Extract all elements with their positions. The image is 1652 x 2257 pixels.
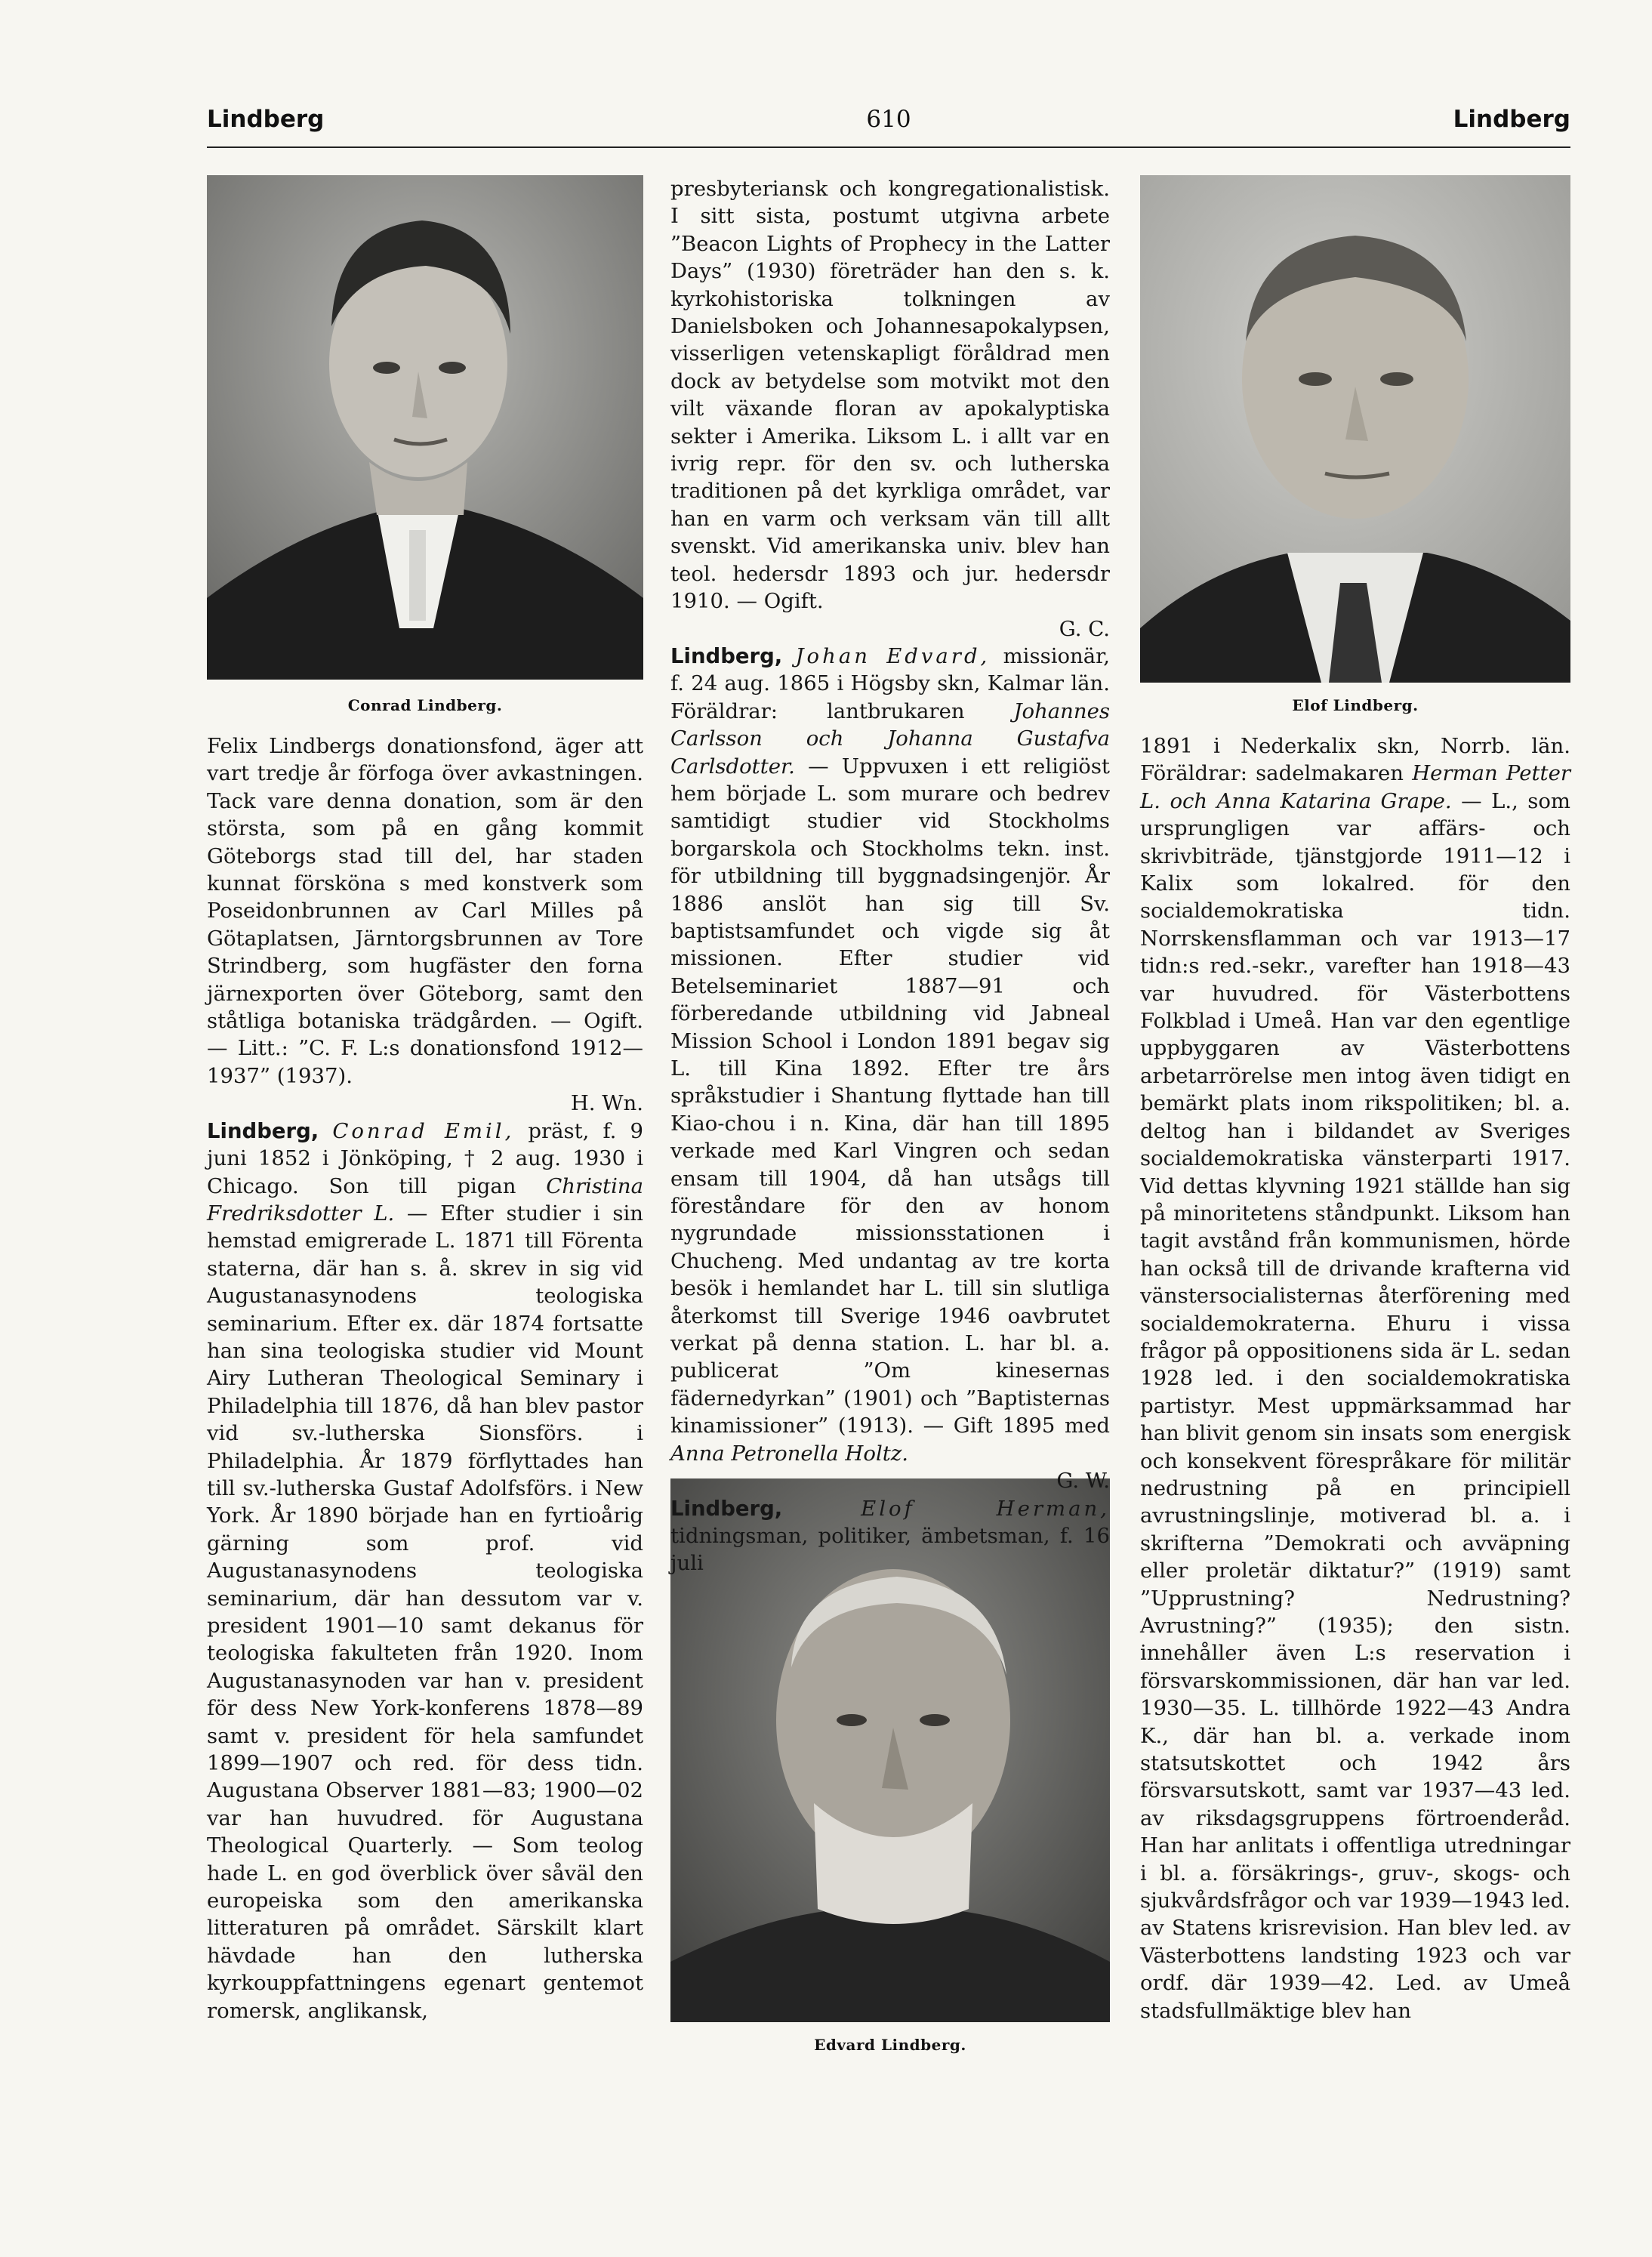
portrait-conrad (207, 175, 643, 680)
entry-parent-name: Christina Fredriksdotter L. (207, 1173, 643, 1226)
header-left-keyword: Lindberg (207, 106, 325, 133)
entry-surname: Lindberg, (670, 643, 783, 668)
elof-continuation-paragraph (1140, 732, 1570, 2024)
entry-text: präst, f. 9 juni 1852 i Jönköping, † 2 aug. 1930 i Chicago. Son till pigan (207, 1118, 643, 1198)
page-header (207, 101, 1570, 148)
photo-conrad-lindberg (207, 175, 643, 680)
entry-parent-names: Herman Petter L. och Anna Katarina Grape. (1140, 761, 1570, 813)
caption-conrad: Conrad Lindberg. (347, 696, 503, 714)
entry-text: missionär, f. 24 aug. 1865 i Högsby skn, Kalmar län. Föräldrar: lantbrukaren (670, 643, 1111, 723)
photo-elof-lindberg (1140, 175, 1570, 683)
entry-given-names: Johan Edvard, (795, 643, 991, 668)
entry-edvard-lindberg (670, 643, 1110, 1467)
entry-spouse-name: Anna Petronella Holtz. (670, 1441, 909, 1466)
header-right-keyword: Lindberg (1453, 106, 1570, 133)
entry-parent-names: Johannes Carlsson och Johanna Gustafva Carlsdotter. (670, 698, 1110, 779)
felix-fund-paragraph: Felix Lindbergs donationsfond, äger att vart tredje år förfoga över avkastningen. Tack vare denna donation, som är den största, som på en gång kommit Göteborgs stad till del, har staden kunnat försköna s med konstverk som Poseidonbrunnen av Carl Milles på Götaplatsen, Järntorgsbrunnen av Tore Strindberg, som hugfäster den forna järnexporten över Göteborg, samt den ståtliga botaniska trädgården. — Ogift. — Litt.: ”C. F. L:s donationsfond 1912—1937” (1937). (207, 734, 643, 1088)
signature-gw: G. W. (1056, 1469, 1110, 1494)
page-number: 610 (866, 106, 911, 133)
entry-surname: Lindberg, (207, 1118, 319, 1143)
column-1 (207, 732, 643, 2024)
entry-given-names: Conrad Emil, (332, 1118, 515, 1143)
caption-elof: Elof Lindberg. (1292, 696, 1419, 714)
caption-edvard: Edvard Lindberg. (814, 2036, 966, 2054)
entry-text: — L., som ursprungligen var affärs- och skrivbiträde, tjänstgjorde 1911—12 i Kalix som lokalred. för den socialdemokratiska tidn. Norrskensflamman och var 1913—17 tidn:s red.-sekr., varefter han 1918—43 var huvudred. för Västerbottens Folkblad i Umeå. Han var den egentlige uppbyggaren av Västerbottens arbetarrörelse men intog även tidigt en bemärkt plats inom rikspolitiken; bl. a. deltog han i bildandet av Sveriges socialdemokratiska vänsterparti 1917. Vid dettas klyvning 1921 ställde han sig på minoritetens ståndpunkt. Liksom han tagit avstånd från kommunismen, hörde han också till de drivande krafterna vid vänstersocialisternas återförening med socialdemokraterna. Ehuru i vissa frågor på oppositionens sida är L. sedan 1928 led. i den socialdemokratiska partistyr. Mest uppmärksammad har han blivit genom sin insats som energisk och konsekvent förespråkare för militär nedrustning på en principiell avrustningslinje, motiverad bl. a. i skrifterna ”Demokrati och avväpning eller proletär diktatur?” (1919) samt ”Upprustning? Nedrustning? Avrustning?” (1935); den sistn. innehåller även L:s reservation i försvarskommissionen, där han var led. 1930—35. L. tillhörde 1922—43 Andra K., där han bl. a. verkade inom statsutskottet och 1942 års försvarsutskott, samt var 1937—43 led. av riksdagsgruppens förtroenderåd. Han har anlitats i offentliga utredningar i bl. a. försäkrings-, gruv-, skogs- och sjukvårdsfrågor och var 1939—1943 led. av Statens krisrevision. Han blev led. av Västerbottens landsting 1923 och var ordf. där 1939—42. Led. av Umeå stadsfullmäktige blev han (1140, 788, 1570, 2023)
signature-gc: G. C. (1059, 616, 1110, 641)
entry-elof-lindberg (670, 1495, 1110, 1577)
entry-text: tidningsman, politiker, ämbetsman, f. 16 juli (670, 1523, 1110, 1576)
entry-conrad-lindberg (207, 1118, 643, 2024)
column-2 (670, 175, 1110, 1577)
signature-hwn: H. Wn. (570, 1091, 643, 1116)
entry-given-names: Elof Herman, (861, 1496, 1110, 1521)
portrait-elof (1140, 175, 1570, 683)
entry-text: — Uppvuxen i ett religiöst hem började L. som murare och bedrev samtidigt studier vid Stockholms borgarskola och Stockholms tekn. inst. för utbildning till byggnadsingenjör. År 1886 anslöt han sig till Sv. baptistsamfundet och vigde sig åt missionen. Efter studier vid Betelseminariet 1887—91 och förberedande utbildning vid Jabneal Mission School i London 1891 begav sig L. till Kina 1892. Efter tre års språkstudier i Shantung flyttade han till Kiao-chou i n. Kina, där han till 1895 verkade med Karl Vingren och sedan ensam till 1904, då han utsågs till föreståndare för den av honom nygrundade missionsstationen i Chucheng. Med undantag av tre korta besök i hemlandet har L. till sin slutliga återkomst till Sverige 1946 oavbrutet verkat på denna station. L. har bl. a. publicerat ”Om kinesernas fädernedyrkan” (1901) och ”Baptisternas kinamissioner” (1913). — Gift 1895 med (670, 754, 1110, 1438)
conrad-continuation-paragraph: presbyteriansk och kongregationalistisk. I sitt sista, postumt utgivna arbete ”Beacon Lights of Prophecy in the Latter Days” (1930) företräder han den s. k. kyrkohistoriska tolkningen av Danielsboken och Johannesapokalypsen, visserligen vetenskapligt föråldrad men dock av betydelse som motvikt mot den vilt växande floran av apokalyptiska sekter i Amerika. Liksom L. i allt var en ivrig repr. för den sv. och lutherska traditionen på det kyrkliga området, var han en varm och verksam vän till allt svenskt. Vid amerikanska univ. blev han teol. hedersdr 1893 och jur. hedersdr 1910. — Ogift. (670, 177, 1110, 614)
entry-text: — Efter studier i sin hemstad emigrerade L. 1871 till Förenta staterna, där han s. å. skrev in sig vid Augustanasynodens teologiska seminarium. Efter ex. där 1874 fortsatte han sina teologiska studier vid Mount Airy Lutheran Theological Seminary i Philadelphia till 1876, då han blev pastor vid sv.-lutherska Sionsförs. i Philadelphia. År 1879 förflyttades han till sv.-lutherska Gustaf Adolfsförs. i New York. År 1890 började han en fyrtioårig gärning som prof. vid Augustanasynodens teologiska seminarium, där han dessutom var v. president 1901—10 samt dekanus för teologiska fakulteten från 1920. Inom Augustanasynoden var han v. president för dess New York-konferens 1878—89 samt v. president för hela samfundet 1899—1907 och red. för dess tidn. Augustana Observer 1881—83; 1900—02 var han huvudred. för Augustana Theological Quarterly. — Som teolog hade L. en god överblick över såväl den europeiska som den amerikanska litteraturen på området. Särskilt klart hävdade han den lutherska kyrkouppfattningens egenart gentemot romersk, anglikansk, (207, 1201, 643, 2023)
column-3 (1140, 732, 1570, 2024)
entry-text: 1891 i Nederkalix skn, Norrb. län. Föräldrar: sadelmakaren (1140, 734, 1570, 786)
entry-surname: Lindberg, (670, 1496, 783, 1521)
